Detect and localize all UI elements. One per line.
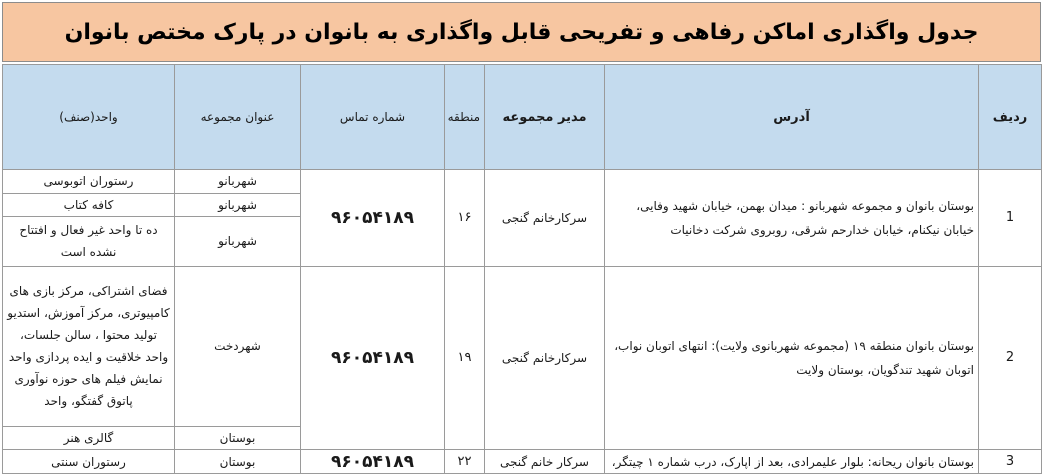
header-address: آدرس: [605, 65, 979, 170]
complex-cell: شهربانو: [175, 170, 301, 194]
complex-cell: شهربانو: [175, 193, 301, 217]
table-row: [3, 450, 1042, 474]
address-cell: بوستان بانوان منطقه ۱۹ (مجموعه شهربانوی ولایت): انتهای اتوبان نواب، اتوبان شهید تندگویان، بوستان ولایت: [605, 266, 979, 450]
header-complex-title: عنوان مجموعه: [175, 65, 301, 170]
header-region: منطقه: [445, 65, 485, 170]
address-cell: بوستان بانوان و مجموعه شهربانو : میدان بهمن، خیابان شهید وفایی، خیابان نیکنام، خیابان خدارحم شرقی، روبروی شرکت دخانیات: [605, 170, 979, 267]
unit-cell: فضای اشتراکی، مرکز بازی های کامپیوتری، مرکز آموزش، استدیو تولید محتوا ، سالن جلسات، واحد خلاقیت و ایده پردازی واحد نمایش فیلم های حوزه نوآوری پاتوق گفتگو، واحد: [3, 266, 175, 426]
unit-cell: رستوران اتوبوسی: [3, 170, 175, 194]
header-phone: شماره تماس: [301, 65, 445, 170]
complex-cell: شهربانو: [175, 217, 301, 266]
unit-cell: ده تا واحد غیر فعال و افتتاح نشده است: [3, 217, 175, 266]
radif-cell: 1: [979, 170, 1042, 267]
header-row: [3, 65, 1042, 170]
radif-cell: 3: [979, 450, 1042, 474]
phone-cell: ۹۶۰۵۴۱۸۹: [301, 170, 445, 267]
manager-cell: سرکار خانم گنجی: [485, 450, 605, 474]
unit-cell: رستوران سنتی: [3, 450, 175, 474]
unit-cell: گالری هنر: [3, 426, 175, 450]
complex-cell: شهردخت: [175, 266, 301, 426]
complex-cell: بوستان: [175, 426, 301, 450]
rental-table: [2, 64, 1042, 474]
region-cell: ۱۹: [445, 266, 485, 450]
header-radif: ردیف: [979, 65, 1042, 170]
region-cell: ۲۲: [445, 450, 485, 474]
header-manager: مدیر مجموعه: [485, 65, 605, 170]
header-unit: واحد(صنف): [3, 65, 175, 170]
manager-cell: سرکارخانم گنجی: [485, 266, 605, 450]
manager-cell: سرکارخانم گنجی: [485, 170, 605, 267]
region-cell: ۱۶: [445, 170, 485, 267]
address-cell: بوستان بانوان ریحانه: بلوار علیمرادی، بعد از اپارک، درب شماره ۱ چیتگر،: [605, 450, 979, 474]
radif-cell: 2: [979, 266, 1042, 450]
table-row: [3, 170, 1042, 194]
table-title: جدول واگذاری اماکن رفاهی و تفریحی قابل واگذاری به بانوان در پارک مختص بانوان: [2, 2, 1041, 62]
phone-cell: ۹۶۰۵۴۱۸۹: [301, 450, 445, 474]
table-row: [3, 266, 1042, 426]
complex-cell: بوستان: [175, 450, 301, 474]
unit-cell: کافه کتاب: [3, 193, 175, 217]
phone-cell: ۹۶۰۵۴۱۸۹: [301, 266, 445, 450]
